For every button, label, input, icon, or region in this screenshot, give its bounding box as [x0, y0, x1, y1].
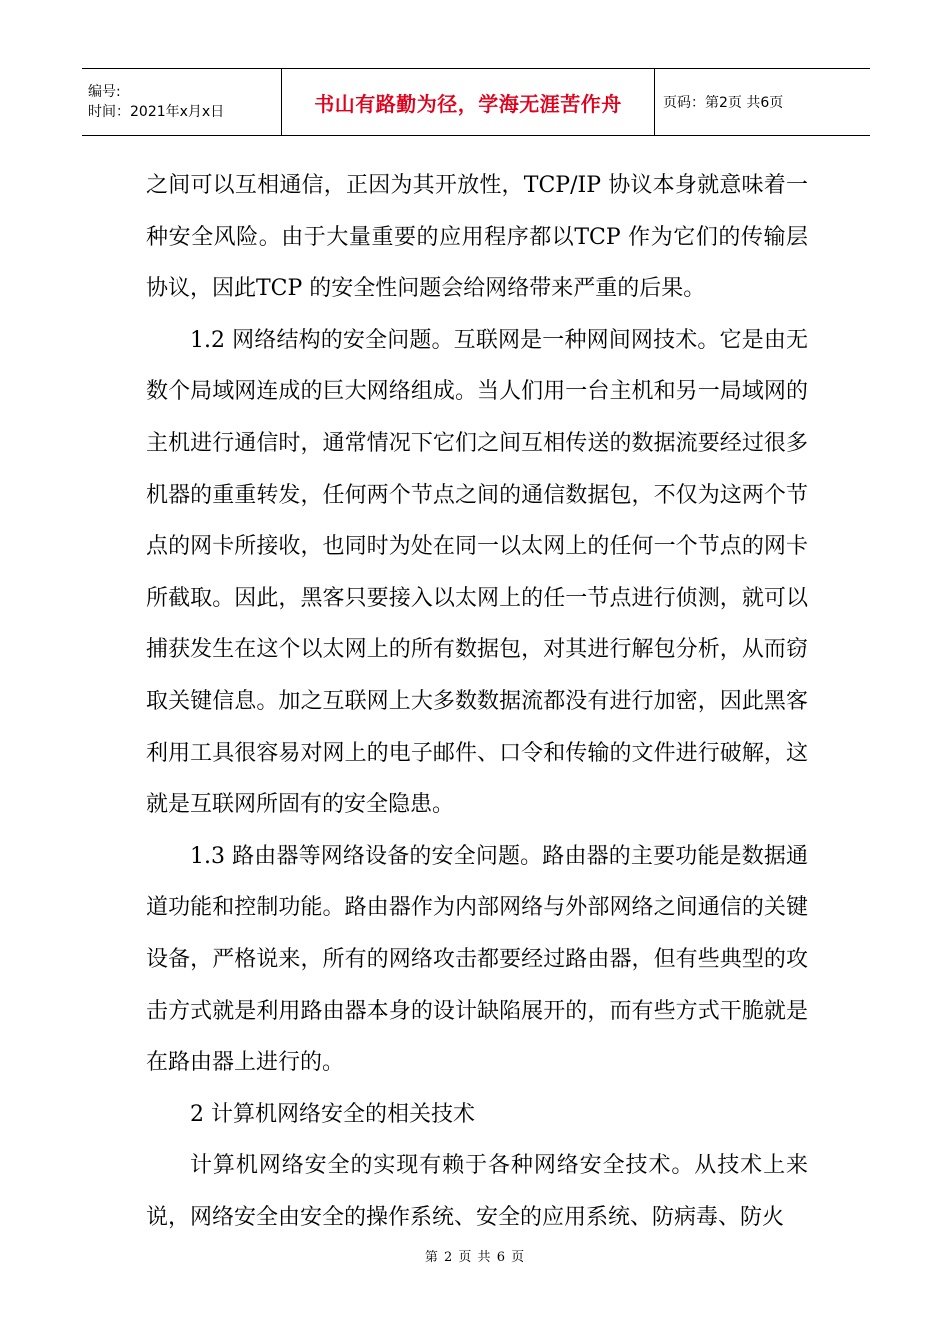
footer-page-number: 第 2 页 共 6 页: [424, 1250, 526, 1265]
page-footer: [0, 1246, 950, 1265]
header-motto: 书山有路勤为径，学海无涯苦作舟: [314, 91, 622, 116]
body-paragraph: 1.3 路由器等网络设备的安全问题。路由器的主要功能是数据通道功能和控制功能。路由器作为内部网络与外部网络之间通信的关键设备，严格说来，所有的网络攻击都要经过路由器，但有些典型的攻击方式就是利用路由器本身的设计缺陷展开的，而有些方式干脆就是在路由器上进行的。: [146, 843, 808, 1076]
body-paragraph: 之间可以互相通信，正因为其开放性，TCP/IP 协议本身就意味着一种安全风险。由于大量重要的应用程序都以TCP 作为它们的传输层协议，因此TCP 的安全性问题会给网络带来严重的后果。: [146, 173, 808, 302]
document-body: [146, 160, 808, 1243]
header-motto-cell: [282, 69, 655, 135]
body-paragraph: 计算机网络安全的实现有赖于各种网络安全技术。从技术上来说，网络安全由安全的操作系统、安全的应用系统、防病毒、防火: [146, 1153, 808, 1230]
section-heading: 2 计算机网络安全的相关技术: [190, 1101, 475, 1127]
body-paragraph: 1.2 网络结构的安全问题。互联网是一种网间网技术。它是由无数个局域网连成的巨大网络组成。当人们用一台主机和另一局域网的主机进行通信时，通常情况下它们之间互相传送的数据流要经过很多机器的重重转发，任何两个节点之间的通信数据包，不仅为这两个节点的网卡所接收，也同时为处在同一以太网上的任何一个节点的网卡所截取。因此，黑客只要接入以太网上的任一节点进行侦测，就可以捕获发生在这个以太网上的所有数据包，对其进行解包分析，从而窃取关键信息。加之互联网上大多数数据流都没有进行加密，因此黑客利用工具很容易对网上的电子邮件、口令和传输的文件进行破解，这就是互联网所固有的安全隐患。: [146, 327, 808, 818]
header-page-info: 页码：第2页 共6页: [663, 95, 784, 111]
document-number-label: 编号:: [88, 84, 121, 100]
header-meta-cell: [82, 69, 282, 135]
header-table: [82, 68, 870, 136]
header-page-cell: [655, 69, 870, 135]
document-time-label: 时间：2021年x月x日: [88, 104, 225, 120]
